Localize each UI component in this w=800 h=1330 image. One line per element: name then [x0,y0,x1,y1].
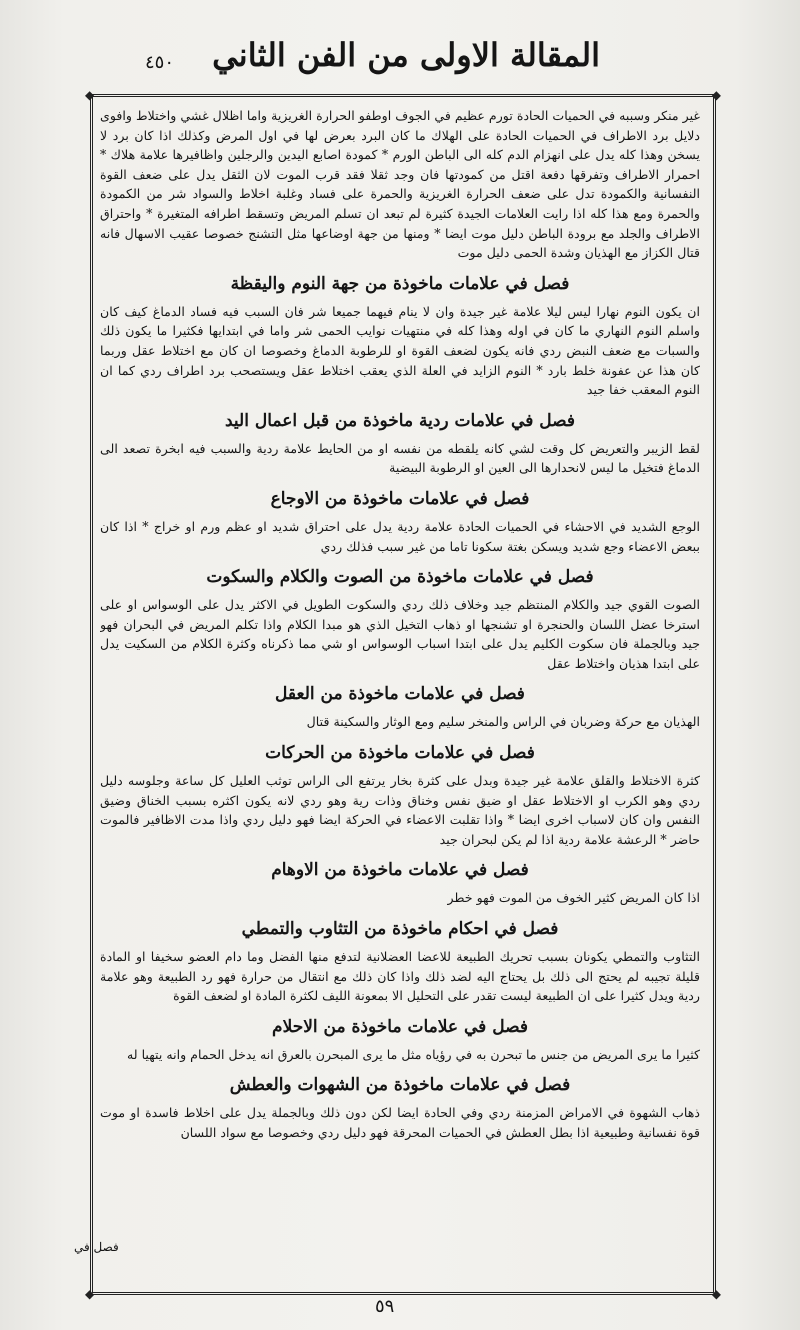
frame-corner-ornament: ◆ [85,88,95,102]
top-page-number: ٤٥٠ [145,52,175,73]
section-paragraph: التثاوب والتمطي يكونان بسبب تحريك الطبيعة للاعضا العضلانية لتدفع منها الفضل وما دام العضو سخيفا او المادة قليلة تجيبه لم يحتج الى ذلك بل يحتاج اليه لضد ذلك واذا كان ذلك مع انتقال من حرارة فهو رد الطبيعة وهو علامة ردية ويدل كثيرا على ان الطبيعة ليست تقدر على التحليل الا بمعونة الليف لكثرة المادة او لضعف القوة [100,949,700,1004]
section-heading: فصل في علامات ماخوذة من الاحلام [272,1016,528,1037]
running-title: المقالة الاولى من الفن الثاني [212,36,600,74]
section-paragraph: كثرة الاختلاط والقلق علامة غير جيدة وبدل على كثرة بخار يرتفع الى الراس توثب العليل كل ساعة وجلوسه دليل ردي وهو الكرب او الاختلاط عقل او ضيق نفس وخناق وذات رية وهو ردي لانه يكون اكثره بسبب الخناق وضيق النفس وان كان لاسباب اخرى ايضا * واذا تقلبت الاعضاء في الحركة ايضا فهو دليل ردي واذا مدت الاظافير فالموت حاضر * الرعشة علامة ردية اذا لم يكن لبحران جيد [100,773,700,847]
section-paragraph: لقط الزيبر والتعريض كل وقت لشي كانه يلقطه من نفسه او من الحايط علامة ردية والسبب فيه ابخرة تصعد الى الدماغ فتخيل ما ليس لانحدارها الى العين او الرطوبة البيضية [100,440,700,476]
frame-corner-ornament: ◆ [711,1287,721,1301]
main-text [100,106,700,1276]
section-paragraph: الهذيان مع حركة وضربان في الراس والمنخر سليم ومع الوثار والسكينة قتال [306,714,700,730]
section-paragraph: ذهاب الشهوة في الامراض المزمنة ردي وفي الحادة ايضا لكن دون ذلك وبالجملة يدل على اخلاط فاسدة او موت قوة نفسانية وطبيعية اذا بطل العطش في الحميات المحرقة فهو دليل ردي وخصوصا مع سواد اللسان [100,1105,700,1140]
section-heading: فصل في علامات ماخوذة من جهة النوم واليقظة [230,273,570,294]
section-heading: فصل في علامات ماخوذة من الصوت والكلام والسكوت [206,567,594,588]
section-paragraph: ان يكون النوم نهارا ليس ليلا علامة غير جيدة وان لا ينام فيهما جميعا شر فان السبب فيه فساد الدماغ كيف كان واسلم النوم النهاري ما كان في اوله وهذا كله في منتهيات نوايب الحمى شر واما في ابتدايها فكثيرا ما يكون ذلك والسبات مع ضعف النبض ردي فانه يكون لضعف القوة او للرطوبة الدماغ وخصوصا ان كان مع اختلاط عقل وربما كان هذا عن عفونة خلط بارد * النوم الزايد في العلة الذي يعقب اختلاط عقل ويستصحب برد اطراف ردي كما ان النوم المعقب خفا جيد [100,303,700,398]
section-heading: فصل في احكام ماخوذة من التثاوب والتمطي [241,919,559,940]
frame-corner-ornament: ◆ [711,88,721,102]
section-heading: فصل في علامات ماخوذة من الاوجاع [270,488,530,509]
section-paragraph: اذا كان المريض كثير الخوف من الموت فهو خطر [447,890,700,906]
section-paragraph: كثيرا ما يرى المريض من جنس ما تبحرن به في رؤياه مثل ما يرى المبحرن بالعرق انه يدخل الحمام وانه يتهيا له [126,1046,700,1062]
section-heading: فصل في علامات ماخوذة من الشهوات والعطش [229,1075,571,1096]
section-heading: فصل في علامات ماخوذة من الاوهام [271,860,529,881]
section-heading: فصل في علامات ماخوذة من العقل [275,684,525,705]
opening-paragraph: غير منكر وسببه في الحميات الحادة تورم عظيم في الجوف اوطفو الحرارة الغريزية واما اظلال غشي واختلاط وافوى دلايل برد الاطراف في الحميات الحادة على الهلاك ما كان البرد بعرض لها في اول المرض وكذلك اذا كان برد لا يسخن وهذا كله يدل على انهزام الدم كله الى الباطن الورم * كمودة اصابع اليدين والرجلين واظافيرها علامة هلاك * احمرار الاطراف وتفرقها دفعة اقتل من كمودتها فان وجد ثقلا فقد قرب الموت لان الثقل يدل على ضعف القوة النفسانية والكمودة تدل على ضعف الحرارة الغريزية والحمرة على فساد وغلبة اخلاط والسواد شر من الكمودة والحمرة ومع هذا كله اذا رايت العلامات الجيدة كثيرة لم تبعد ان تسلم المريض وتسقط اطرافه المتغيرة * واحتراق الاطراف والجلد مع برودة الباطن دليل موت ايضا * ومنها من جهة اوضاعها مثل التشنج خصوصا عقيب الاسهال فانه قتال الكزاز مع الهذيان وشدة الحمى دليل موت [100,108,700,261]
bottom-page-number: ٥٩ [375,1296,395,1317]
section-paragraph: الوجع الشديد في الاحشاء في الحميات الحادة علامة ردية يدل على احتراق شديد او عظم ورم او خراج * اذا كان ببعض الاعضاء وجع شديد ويسكن بغتة سكونا تاما من غير سبب فذلك ردي [100,518,700,554]
section-paragraph: الصوت القوي جيد والكلام المنتظم جيد وخلاف ذلك ردي والسكوت الطويل في الاكثر يدل على الوسواس او على استرخا عضل اللسان والحنجرة او تشنجها او ذهاب التخيل الذي هو مبدا الكلام واذا تكلم المريض في البحران فهو جيد وبالجملة فان سكوت الكليم يدل على ابتدا اسباب الوسواس او شي مما ذكرناه وكثرة الكلام من السكيت يدل على ابتدا هذيان واختلاط عقل [100,597,700,671]
frame-corner-ornament: ◆ [85,1287,95,1301]
section-heading: فصل في علامات ردية ماخوذة من قبل اعمال اليد [224,410,575,431]
section-heading: فصل في علامات ماخوذة من الحركات [265,743,535,764]
catchword: فصل في [74,1240,119,1254]
page-header [40,30,760,100]
